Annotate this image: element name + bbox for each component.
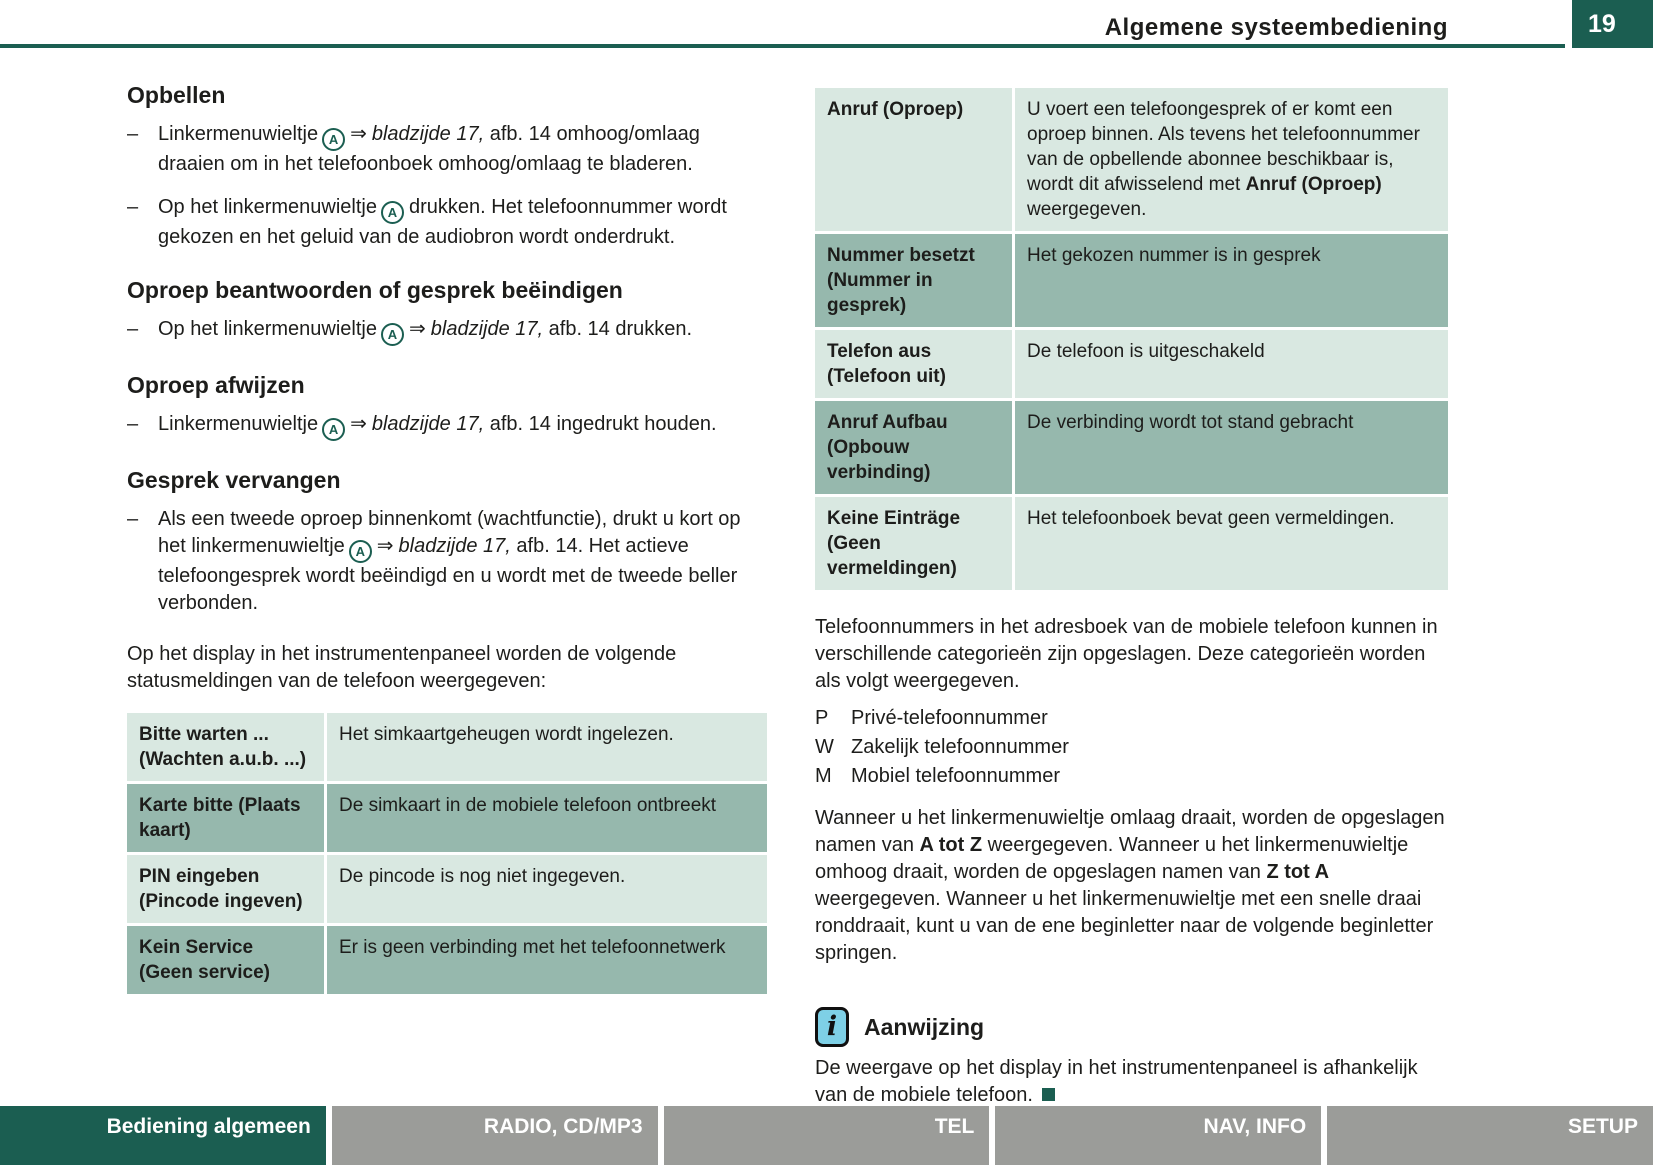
page-reference: bladzijde 17, xyxy=(398,535,511,557)
bullet-dash: – xyxy=(127,318,139,340)
page-reference: bladzijde 17, xyxy=(371,413,485,435)
paragraph-text: weergegeven. Wanneer u het linkermenuwieltje met een snelle draai ronddraait, kunt u van de ene beginletter naar de volgende beginletter springen. xyxy=(815,888,1434,964)
list-item xyxy=(127,316,767,346)
scroll-paragraph xyxy=(815,805,1448,967)
bullet-dash: – xyxy=(127,413,139,435)
tab-tel[interactable]: TEL xyxy=(664,1106,990,1165)
table-row xyxy=(815,330,1448,398)
bullet-tail: afb. 14 ingedrukt houden. xyxy=(489,413,717,435)
category-label: Privé-telefoonnummer xyxy=(851,707,1048,729)
table-desc-cell: De verbinding wordt tot stand gebracht xyxy=(1015,401,1448,494)
page-number: 19 xyxy=(1588,9,1616,38)
bullet-lead: Op het linkermenuwieltje xyxy=(158,196,377,218)
cross-reference-arrow-icon: ⇒ xyxy=(409,318,426,340)
table-term-cell: Keine Einträge (Geen vermeldingen) xyxy=(815,497,1012,590)
page-reference: bladzijde 17, xyxy=(430,318,544,340)
desc-text: U voert een telefoongesprek of er komt een oproep binnen. Als tevens het telefoonnummer van de opbellende abonnee beschikbaar is, wordt dit afwisselend met xyxy=(1027,99,1420,195)
note-text xyxy=(815,1055,1448,1109)
bullet-lead: Linkermenuwieltje xyxy=(158,413,319,435)
category-key: M xyxy=(815,765,832,787)
table-term-cell: Anruf (Oproep) xyxy=(815,88,1012,231)
bullet-text xyxy=(158,121,767,178)
list-item xyxy=(815,762,1448,791)
bullet-lead: Op het linkermenuwieltje xyxy=(158,318,377,340)
bullet-dash: – xyxy=(127,508,139,530)
list-item xyxy=(127,506,767,617)
section-title-opbellen: Opbellen xyxy=(127,82,226,108)
table-row xyxy=(815,401,1448,494)
table-row xyxy=(815,234,1448,327)
circled-a-icon: A xyxy=(322,128,345,151)
cross-reference-arrow-icon: ⇒ xyxy=(350,413,367,435)
bullet-tail: afb. 14 omhoog/omlaag draaien om in het telefoonboek omhoog/omlaag te bladeren. xyxy=(158,123,700,175)
bottom-tab-bar xyxy=(0,1106,1653,1165)
tab-radio-cd-mp3[interactable]: RADIO, CD/MP3 xyxy=(332,1106,658,1165)
list-item xyxy=(127,411,767,441)
end-of-section-marker xyxy=(1042,1088,1055,1101)
bullet-dash: – xyxy=(127,196,139,218)
table-term-cell: PIN eingeben (Pincode ingeven) xyxy=(127,855,324,923)
cross-reference-arrow-icon: ⇒ xyxy=(376,535,394,557)
table-term-cell: Anruf Aufbau (Opbouw verbinding) xyxy=(815,401,1012,494)
paragraph-bold: Z tot A xyxy=(1266,861,1330,883)
paragraph-text: De weergave op het display in het instrumentenpaneel is afhankelijk van de mobiele telefoon. xyxy=(815,1057,1418,1106)
table-term-cell: Kein Service (Geen service) xyxy=(127,926,324,994)
category-label: Mobiel telefoonnummer xyxy=(851,765,1060,787)
category-list xyxy=(815,704,1448,791)
table-desc-cell: De simkaart in de mobiele telefoon ontbreekt xyxy=(327,784,767,852)
table-row xyxy=(127,713,767,781)
table-row xyxy=(815,88,1448,231)
table-desc-cell: De pincode is nog niet ingegeven. xyxy=(327,855,767,923)
list-item xyxy=(127,121,767,178)
circled-a-icon: A xyxy=(349,540,372,563)
bullet-dash: – xyxy=(127,123,139,145)
table-term-cell: Bitte warten ... (Wachten a.u.b. ...) xyxy=(127,713,324,781)
page-title: Algemene systeembediening xyxy=(1104,14,1448,41)
table-row xyxy=(815,497,1448,590)
tab-bediening-algemeen[interactable]: Bediening algemeen xyxy=(0,1106,326,1165)
bullet-tail: afb. 14 drukken. xyxy=(548,318,693,340)
bullet-text xyxy=(158,316,767,346)
table-row xyxy=(127,784,767,852)
tab-setup[interactable]: SETUP xyxy=(1327,1106,1653,1165)
table-term-cell: Karte bitte (Plaats kaart) xyxy=(127,784,324,852)
note-header xyxy=(815,1007,1448,1047)
right-column xyxy=(815,88,1448,1109)
category-label: Zakelijk telefoonnummer xyxy=(851,736,1069,758)
table-desc-cell: Het telefoonboek bevat geen vermeldingen. xyxy=(1015,497,1448,590)
info-icon: i xyxy=(815,1007,849,1047)
tab-nav-info[interactable]: NAV, INFO xyxy=(995,1106,1321,1165)
table-term-cell: Nummer besetzt (Nummer in gesprek) xyxy=(815,234,1012,327)
page-reference: bladzijde 17, xyxy=(371,123,485,145)
phone-status-table xyxy=(815,88,1448,590)
bullet-text xyxy=(158,194,767,251)
section-title-vervangen: Gesprek vervangen xyxy=(127,467,341,493)
left-column xyxy=(127,82,767,997)
desc-bold: Anruf (Oproep) xyxy=(1245,174,1382,195)
bullet-lead: Als een tweede oproep binnenkomt (wachtfunctie), drukt u kort op het linkermenuwieltje xyxy=(158,508,741,557)
circled-a-icon: A xyxy=(381,201,404,224)
status-table-intro: Op het display in het instrumentenpaneel worden de volgende statusmeldingen van de telefoon weergegeven: xyxy=(127,643,677,692)
status-message-table xyxy=(127,713,767,994)
section-title-afwijzen: Oproep afwijzen xyxy=(127,372,305,398)
section-title-beantwoorden: Oproep beantwoorden of gesprek beëindigen xyxy=(127,277,623,303)
paragraph-text: weergegeven. Wanneer u het linkermenuwieltje omhoog draait, worden de opgeslagen namen van xyxy=(815,834,1409,883)
note-title: Aanwijzing xyxy=(864,1013,985,1040)
bullet-text xyxy=(158,506,767,617)
table-desc-cell: Het simkaartgeheugen wordt ingelezen. xyxy=(327,713,767,781)
circled-a-icon: A xyxy=(322,418,345,441)
bullet-lead: Linkermenuwieltje xyxy=(158,123,319,145)
list-item xyxy=(815,733,1448,762)
table-desc-cell: De telefoon is uitgeschakeld xyxy=(1015,330,1448,398)
list-item xyxy=(815,704,1448,733)
table-desc-cell xyxy=(1015,88,1448,231)
table-row xyxy=(127,855,767,923)
bullet-text xyxy=(158,411,767,441)
cross-reference-arrow-icon: ⇒ xyxy=(350,123,367,145)
paragraph-bold: A tot Z xyxy=(919,834,983,856)
paragraph-text: Wanneer u het linkermenuwieltje omlaag draait, worden de opgeslagen namen van xyxy=(815,807,1445,856)
table-desc-cell: Het gekozen nummer is in gesprek xyxy=(1015,234,1448,327)
bullet-tail: drukken. Het telefoonnummer wordt gekozen en het geluid van de audiobron wordt onderdrukt. xyxy=(158,196,727,248)
circled-a-icon: A xyxy=(381,323,404,346)
table-row xyxy=(127,926,767,994)
header-rule xyxy=(0,44,1653,48)
category-key: W xyxy=(815,736,834,758)
desc-text: weergegeven. xyxy=(1027,199,1147,220)
bullet-tail: afb. 14. Het actieve telefoongesprek wordt beëindigd en u wordt met de tweede beller verbonden. xyxy=(158,535,738,614)
category-key: P xyxy=(815,707,829,729)
categories-intro: Telefoonnummers in het adresboek van de mobiele telefoon kunnen in verschillende categorieën zijn opgeslagen. Deze categorieën worden als volgt weergegeven. xyxy=(815,616,1438,692)
table-term-cell: Telefon aus (Telefoon uit) xyxy=(815,330,1012,398)
list-item xyxy=(127,194,767,251)
page-number-badge xyxy=(1565,0,1653,48)
table-desc-cell: Er is geen verbinding met het telefoonnetwerk xyxy=(327,926,767,994)
